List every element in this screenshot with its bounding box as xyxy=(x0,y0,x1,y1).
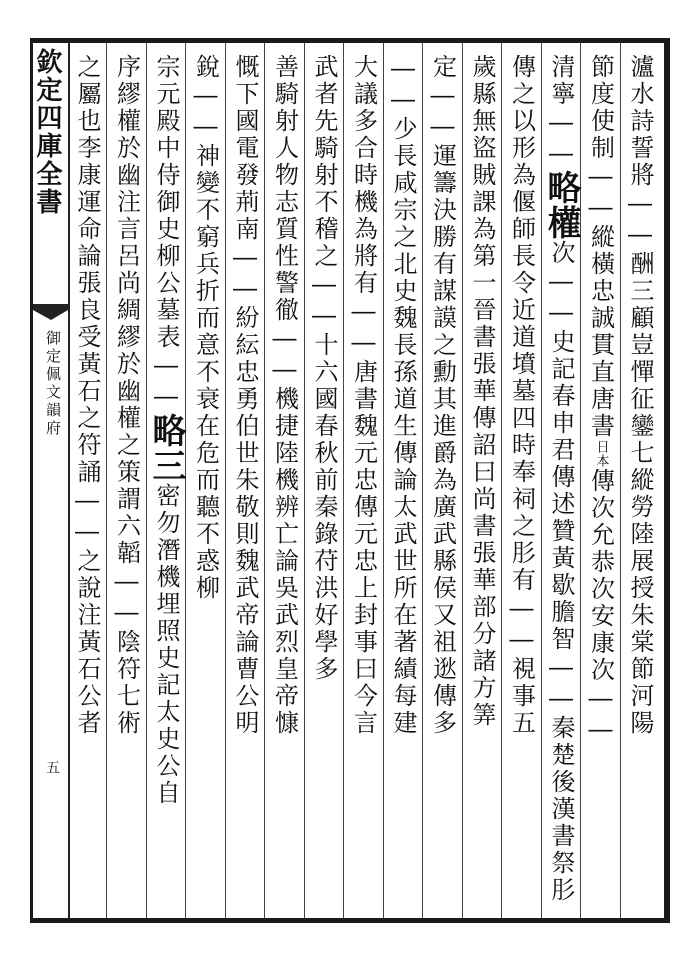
text-column xyxy=(268,54,302,914)
text-segment: 秦楚後漢書祭肜 xyxy=(547,715,575,904)
text-column xyxy=(189,54,223,914)
text-segment: 清寧 xyxy=(547,54,575,108)
text-segment: 銳 xyxy=(191,54,220,81)
page-number: 五 xyxy=(44,760,60,774)
text-segment: 序繆權於幽注言呂尚綢繆於幽權之策謂六韜 xyxy=(112,54,141,567)
text-segment: 傳之以形為偃師長令近道墳墓四時奉祠之肜有 xyxy=(507,54,536,594)
separator-dash: ―― xyxy=(270,324,299,386)
text-column xyxy=(584,54,618,914)
text-column xyxy=(541,54,581,914)
text-segment: 縱橫忠誠貫直唐書 xyxy=(586,224,615,440)
column-rule xyxy=(225,43,226,918)
column-rule xyxy=(462,43,463,918)
column-rule xyxy=(264,43,265,918)
text-segment: 十六國春秋前秦錄苻洪好學多 xyxy=(310,332,338,683)
text-segment: 之屬也李康運命論張良受黃石之符誦 xyxy=(73,54,101,486)
text-column xyxy=(624,54,658,914)
separator-dash: ―― xyxy=(112,567,141,629)
text-column xyxy=(229,54,263,914)
entry-heading: 略 xyxy=(541,170,581,205)
text-segment: 視事五 xyxy=(507,656,536,737)
column-rule xyxy=(422,43,423,918)
column-rule xyxy=(106,43,107,918)
text-column xyxy=(426,54,460,914)
entry-heading: 權 xyxy=(541,205,581,240)
text-segment: 次 xyxy=(547,240,575,267)
text-segment: 歲縣無盜賊課為第一晉書張華傳詔曰尚書張華部分諸方 xyxy=(468,54,496,702)
separator-dash: ―― xyxy=(586,162,615,224)
text-segment: 定 xyxy=(428,54,457,81)
column-rule xyxy=(146,43,147,918)
text-segment: 傳次允恭次安康次 xyxy=(586,468,615,684)
text-segment: 之說注黃石公者 xyxy=(73,548,101,737)
separator-dash: ―― xyxy=(349,297,378,359)
text-column xyxy=(71,54,105,914)
text-column xyxy=(146,54,186,914)
text-segment: 紛紜忠勇伯世朱敬則魏武帝論曹公明 xyxy=(231,305,259,737)
text-column xyxy=(466,54,500,914)
separator-dash: ―― xyxy=(73,486,101,548)
heading-note: 史記太史公自 xyxy=(152,645,180,807)
text-segment: 瀘水詩誓將 xyxy=(626,54,654,189)
text-column xyxy=(505,54,539,914)
text-segment: 機捷陸機辨亡論吳武烈皇帝慷 xyxy=(270,386,299,737)
text-segment: 大議多合時機為將有 xyxy=(349,54,378,297)
column-rule xyxy=(541,43,542,918)
book-title: 欽定四庫全書 xyxy=(32,48,62,216)
fishtail-mark xyxy=(33,302,68,322)
text-segment: 神變不窮兵折而意不衰在危而聽不惑柳 xyxy=(191,143,220,602)
text-column xyxy=(387,54,421,914)
separator-dash: ―― xyxy=(428,81,457,143)
text-segment: 唐書魏元忠傳元忠上封事曰今言 xyxy=(349,359,378,737)
text-column xyxy=(110,54,144,914)
text-segment: 酬三顧豈憚征鑾七縱勞陸展授朱棠節河陽 xyxy=(626,251,654,737)
text-segment: 筭 xyxy=(468,702,496,729)
text-segment: 史記春申君傳述贊黃歇膽智 xyxy=(547,329,575,653)
book-subtitle: 御定佩文韻府 xyxy=(44,330,62,438)
text-column xyxy=(308,54,342,914)
text-segment: 武者先騎射不稽之 xyxy=(310,54,338,270)
separator-dash: ―― xyxy=(191,81,220,143)
text-segment: 慨下國電發荊南 xyxy=(231,54,259,243)
column-rule xyxy=(620,43,621,918)
entry-heading: 略 xyxy=(146,413,186,448)
column-rule xyxy=(383,43,384,918)
separator-dash: ―― xyxy=(310,270,338,332)
separator-dash: ―― xyxy=(547,653,575,715)
text-segment: 少長咸宗之北史魏長孫道生傳論太武世所在著績每建 xyxy=(389,116,417,737)
text-segment: 節度使制 xyxy=(586,54,615,162)
separator-dash: ―― xyxy=(547,108,575,170)
separator-dash: ―― xyxy=(547,267,575,329)
separator-dash: ―― xyxy=(507,594,536,656)
page-border-right xyxy=(664,38,670,923)
separator-dash: ―― xyxy=(152,351,180,413)
text-segment: 運籌決勝有謀謨之勳其進爵為廣武縣侯又祖逖傳多 xyxy=(428,143,457,737)
page-border-top xyxy=(30,38,670,43)
separator-dash: ―― xyxy=(389,54,417,116)
text-segment: 日本 xyxy=(593,440,609,468)
separator-dash: ―― xyxy=(231,243,259,305)
text-segment: 密勿潛機埋照 xyxy=(152,483,180,645)
text-segment: 善騎射人物志質性警徹 xyxy=(270,54,299,324)
separator-dash: ―― xyxy=(586,684,615,746)
entry-heading: 三 xyxy=(146,448,186,483)
text-column xyxy=(347,54,381,914)
text-segment: 陰符七術 xyxy=(112,629,141,737)
separator-dash: ―― xyxy=(626,189,654,251)
page-border-bottom xyxy=(30,918,670,923)
column-rule xyxy=(343,43,344,918)
text-segment: 宗元殿中侍御史柳公墓表 xyxy=(152,54,180,351)
column-rule xyxy=(304,43,305,918)
column-rule xyxy=(501,43,502,918)
